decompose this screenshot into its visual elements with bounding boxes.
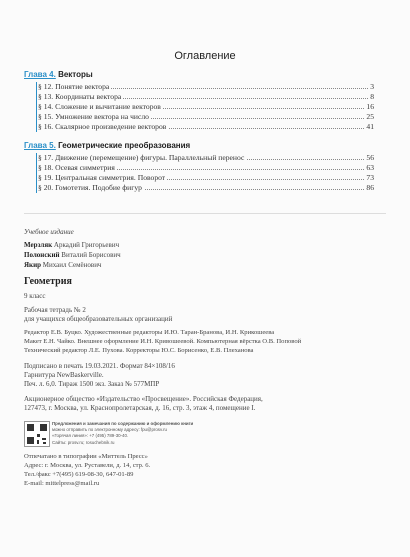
toc-entry[interactable] [38,112,374,121]
section-title: § 15. Умножение вектора на число [38,112,149,121]
grade: 9 класс [24,292,46,300]
author-surname: Якир [24,261,42,269]
author-surname: Мерзляк [24,241,53,249]
book-title: Геометрия [24,276,72,287]
page-number: 25 [366,112,374,121]
printing-house-line: E-mail: mittelpress@mail.ru [24,480,100,487]
section-title: § 14. Сложение и вычитание векторов [38,102,161,111]
chapter-bar [36,173,37,183]
section-title: § 17. Движение (перемещение) фигуры. Параллельный перенос [38,153,245,162]
toc-entry[interactable] [38,122,374,131]
printing-house-line: Отпечатано в типографии «Миттель Пресс» [24,453,148,460]
workbook-audience: для учащихся общеобразовательных организаций [24,315,173,323]
printing-house-line: Адрес: г. Москва, ул. Руставели, д. 14, стр. 6. [24,462,151,469]
author-names: Михаил Семёнович [42,261,102,269]
page-number: 41 [366,122,374,131]
print-info-line: Подписано в печать 19.03.2021. Формат 84×108/16 [24,362,175,370]
print-info-line: Гарнитура NewBaskerville. [24,371,104,379]
page-number: 16 [366,102,374,111]
qr-note: Сайты: prosv.ru; rosuchebnik.ru [52,440,115,445]
toc-entry[interactable] [38,92,374,101]
credits-line: Редактор Е.В. Буцко. Художественные редакторы И.Ю. Таран-Бранова, И.Н. Крикошеева [24,329,275,336]
section-title: § 13. Координаты вектора [38,92,122,101]
section-divider [24,213,386,214]
toc-entry[interactable] [38,183,374,192]
chapter-bar [36,82,37,92]
print-info-line: Печ. л. 6,0. Тираж 1500 экз. Заказ № 577МПР [24,380,160,388]
chapter-4-heading[interactable] [24,70,93,79]
chapter-number[interactable]: Глава 4. [24,70,56,79]
credits-line: Технический редактор Л.Е. Пухова. Корректоры Ю.С. Борисенко, Е.В. Плеханова [24,347,254,354]
chapter-bar [36,92,37,102]
chapter-5-heading[interactable] [24,141,190,150]
publisher-line: Акционерное общество «Издательство «Просвещение». Российская Федерация, [24,395,263,403]
page-number: 3 [370,82,374,91]
section-title: § 12. Понятие вектора [38,82,110,91]
chapter-bar [36,163,37,173]
section-title: § 16. Скалярное произведение векторов [38,122,167,131]
qr-code[interactable] [24,421,50,447]
author-line [24,241,119,249]
page-number: 73 [366,173,374,182]
edition-type: Учебное издание [24,228,74,236]
section-title: § 18. Осевая симметрия [38,163,115,172]
chapter-number[interactable]: Глава 5. [24,141,56,150]
author-line [24,251,121,259]
qr-note: можно отправить по электронному адресу: fpu@prosv.ru [52,427,167,432]
chapter-bar [36,102,37,112]
section-title: § 20. Гомотетия. Подобие фигур [38,183,142,192]
section-title: § 19. Центральная симметрия. Поворот [38,173,166,182]
toc-entry[interactable] [38,102,374,111]
page-number: 56 [366,153,374,162]
qr-note: Предложения и замечания по содержанию и оформлению книги [52,421,194,426]
chapter-bar [36,183,37,193]
printing-house-line: Тел./факс +7(495) 619-08-30, 647-01-89 [24,471,134,478]
toc-entry[interactable] [38,153,374,162]
author-names: Аркадий Григорьевич [53,241,120,249]
page-number: 63 [366,163,374,172]
toc-entry[interactable] [38,173,374,182]
author-names: Виталий Борисович [61,251,121,259]
toc-entry[interactable] [38,163,374,172]
chapter-bar [36,122,37,132]
toc-entry[interactable] [38,82,374,91]
author-line [24,261,101,269]
toc-title: Оглавление [174,50,236,62]
workbook-subtitle: Рабочая тетрадь № 2 [24,306,86,314]
author-surname: Полонский [24,251,60,259]
chapter-name: Геометрические преобразования [58,141,191,150]
publisher-line: 127473, г. Москва, ул. Краснопролетарская, д. 16, стр. 3, этаж 4, помещение I. [24,404,256,412]
chapter-bar [36,153,37,163]
credits-line: Макет Е.Н. Чайко. Внешнее оформление И.Н. Кривошеевой. Компьютерная вёрстка О.В. Поповой [24,338,302,345]
chapter-bar [36,112,37,122]
page-number: 86 [366,183,374,192]
chapter-name: Векторы [58,70,93,79]
qr-note: «Горячая линия»: +7 (495) 789-30-40. [52,433,129,438]
page-number: 8 [370,92,374,101]
